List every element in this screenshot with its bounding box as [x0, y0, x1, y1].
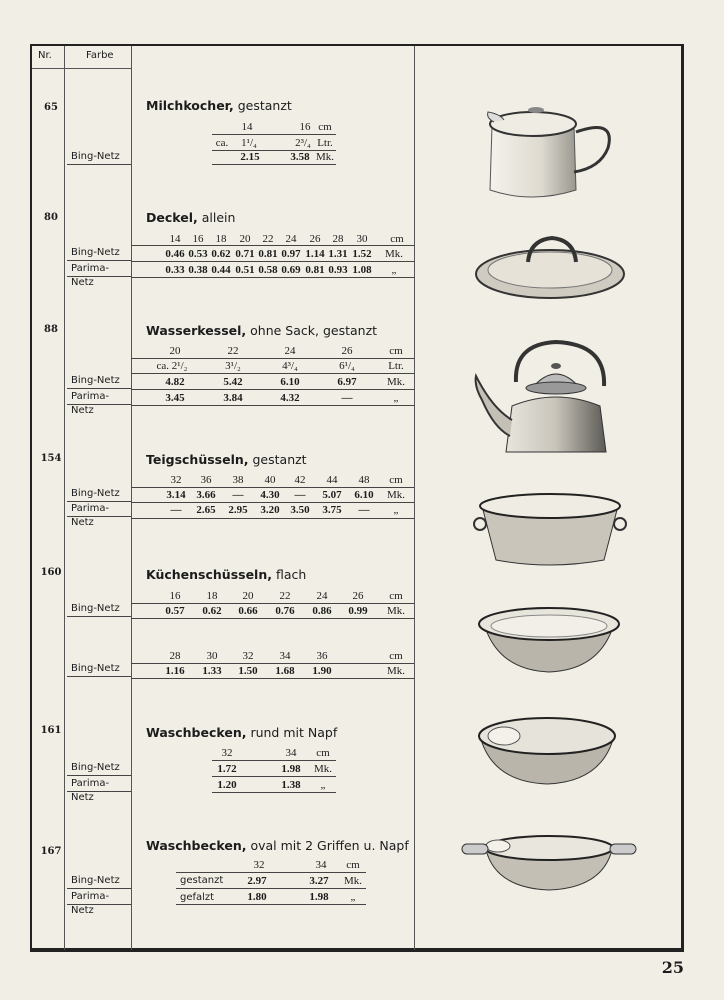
table-rule: [212, 792, 336, 793]
table-rule: [131, 405, 414, 406]
size-cell: 24: [284, 345, 296, 357]
size-cell: 16: [192, 233, 204, 245]
item-number: 88: [44, 324, 58, 335]
size-cell: 22: [279, 590, 291, 602]
farbe-label: Parima-Netz: [67, 502, 131, 517]
volume-cell: 1¹/₄: [241, 137, 257, 149]
size-cell: 20: [239, 233, 251, 245]
size-cell: 22: [262, 233, 274, 245]
unit-cell: Mk.: [315, 151, 335, 163]
price-cell: 3.75: [322, 504, 342, 516]
washbasin-oval-illustration: [460, 828, 638, 894]
unit-cell: Mk.: [343, 875, 363, 887]
price-cell: 1.72: [217, 763, 237, 775]
price-cell: 3.84: [223, 392, 243, 404]
size-cell: 20: [169, 345, 181, 357]
size-cell: 30: [356, 233, 368, 245]
price-cell: 0.44: [211, 264, 231, 276]
volume-cell: 4³/₄: [282, 360, 298, 372]
price-cell: —: [232, 489, 244, 501]
price-cell: 1.68: [275, 665, 295, 677]
page-number: 25: [661, 958, 684, 977]
price-cell: 1.33: [202, 665, 222, 677]
table-rule: [176, 888, 366, 889]
price-cell: 2.95: [228, 504, 248, 516]
milk-pot-illustration: [480, 100, 620, 210]
price-cell: 0.71: [235, 248, 255, 260]
item-number: 160: [40, 567, 62, 578]
table-rule: [131, 618, 414, 619]
farbe-label: Parima-Netz: [67, 262, 131, 277]
volume-label: ca.: [215, 137, 229, 149]
price-cell: 0.53: [188, 248, 208, 260]
volume-cell: 3¹/₂: [225, 360, 241, 372]
size-cell: 32: [253, 859, 265, 871]
unit-cell: Mk.: [386, 605, 406, 617]
size-cell: 18: [206, 590, 218, 602]
price-cell: 3.45: [165, 392, 185, 404]
price-cell: 3.58: [290, 151, 310, 163]
column-rule-nr: [64, 46, 65, 950]
product-title: Teigschüsseln, gestanzt: [146, 452, 307, 467]
size-cell: 30: [206, 650, 218, 662]
table-rule: [212, 164, 336, 165]
product-title: Waschbecken, oval mit 2 Griffen u. Napf: [146, 838, 409, 853]
size-cell: 38: [232, 474, 244, 486]
unit-cell: „: [320, 779, 326, 791]
price-cell: 1.20: [217, 779, 237, 791]
table-rule: [131, 245, 414, 246]
price-cell: 4.30: [260, 489, 280, 501]
product-title: Deckel, allein: [146, 210, 236, 225]
price-cell: 2.97: [247, 875, 267, 887]
price-cell: 0.97: [281, 248, 301, 260]
size-cell: 22: [227, 345, 239, 357]
unit-cell: cm: [389, 474, 403, 486]
size-cell: 32: [170, 474, 182, 486]
item-number: 154: [40, 453, 62, 464]
size-cell: 14: [169, 233, 181, 245]
price-cell: —: [170, 504, 182, 516]
unit-cell: Ltr.: [388, 360, 404, 372]
price-cell: 0.38: [188, 264, 208, 276]
price-cell: 0.57: [165, 605, 185, 617]
dough-bowl-illustration: [470, 490, 630, 568]
farbe-label: Bing-Netz: [67, 150, 131, 165]
price-cell: 0.58: [258, 264, 278, 276]
volume-cell: 6¹/₄: [339, 360, 355, 372]
header-farbe: Farbe: [86, 50, 114, 61]
farbe-label: Bing-Netz: [67, 874, 131, 889]
price-cell: 5.07: [322, 489, 342, 501]
size-cell: 34: [285, 747, 297, 759]
product-title: Küchenschüsseln, flach: [146, 567, 307, 582]
size-cell: 18: [215, 233, 227, 245]
price-cell: 0.62: [202, 605, 222, 617]
price-cell: 0.69: [281, 264, 301, 276]
lid-illustration: [474, 234, 626, 302]
size-cell: 26: [352, 590, 364, 602]
item-number: 167: [40, 846, 62, 857]
size-cell: 32: [242, 650, 254, 662]
size-cell: 14: [241, 121, 253, 133]
size-cell: 20: [242, 590, 254, 602]
size-cell: 24: [285, 233, 297, 245]
size-cell: 40: [264, 474, 276, 486]
price-cell: 4.82: [165, 376, 185, 388]
kettle-illustration: [472, 336, 612, 458]
unit-cell: „: [393, 504, 399, 516]
unit-cell: cm: [318, 121, 332, 133]
item-number: 80: [44, 212, 58, 223]
price-cell: 3.20: [260, 504, 280, 516]
item-number: 65: [44, 102, 58, 113]
price-cell: 1.50: [238, 665, 258, 677]
table-rule: [212, 760, 336, 761]
farbe-label: Bing-Netz: [67, 246, 131, 261]
price-cell: 5.42: [223, 376, 243, 388]
price-cell: 3.66: [196, 489, 216, 501]
price-cell: 1.52: [352, 248, 372, 260]
column-rule-farbe: [131, 46, 132, 950]
unit-cell: cm: [346, 859, 360, 871]
price-cell: 3.14: [166, 489, 186, 501]
size-cell: 28: [169, 650, 181, 662]
price-cell: 0.51: [235, 264, 255, 276]
price-cell: 0.33: [165, 264, 185, 276]
unit-cell: Mk.: [386, 489, 406, 501]
table-rule: [131, 373, 414, 374]
header-rule: [32, 68, 131, 69]
size-cell: 28: [332, 233, 344, 245]
unit-cell: cm: [389, 345, 403, 357]
unit-cell: cm: [316, 747, 330, 759]
price-cell: 2.65: [196, 504, 216, 516]
size-cell: 36: [316, 650, 328, 662]
price-cell: 6.10: [354, 489, 374, 501]
header-nr: Nr.: [38, 50, 52, 61]
price-cell: 3.50: [290, 504, 310, 516]
unit-cell: Mk.: [386, 665, 406, 677]
unit-cell: Mk.: [313, 763, 333, 775]
price-cell: 3.27: [309, 875, 329, 887]
table-rule: [131, 518, 414, 519]
size-cell: 32: [221, 747, 233, 759]
variant-label: gestanzt: [180, 875, 224, 886]
unit-cell: Ltr.: [317, 137, 333, 149]
volume-cell: ca. 2¹/₂: [156, 360, 188, 372]
price-cell: 0.86: [312, 605, 332, 617]
price-cell: 1.98: [309, 891, 329, 903]
unit-cell: „: [391, 264, 397, 276]
product-title: Wasserkessel, ohne Sack, gestanzt: [146, 323, 378, 338]
item-number: 161: [40, 725, 62, 736]
table-rule: [131, 678, 414, 679]
unit-cell: „: [393, 392, 399, 404]
price-cell: 6.10: [280, 376, 300, 388]
price-cell: 1.31: [328, 248, 348, 260]
farbe-label: Parima-Netz: [67, 890, 131, 905]
column-rule-images: [414, 46, 415, 950]
unit-cell: „: [350, 891, 356, 903]
unit-cell: cm: [390, 233, 404, 245]
size-cell: 16: [299, 121, 311, 133]
price-cell: 4.32: [280, 392, 300, 404]
table-rule: [131, 261, 414, 262]
price-cell: 0.93: [328, 264, 348, 276]
size-cell: 44: [326, 474, 338, 486]
washbasin-round-illustration: [474, 712, 620, 788]
size-cell: 42: [294, 474, 306, 486]
table-rule: [176, 872, 366, 873]
price-cell: 0.81: [258, 248, 278, 260]
product-title: Waschbecken, rund mit Napf: [146, 725, 338, 740]
table-rule: [131, 389, 414, 390]
price-cell: 1.90: [312, 665, 332, 677]
farbe-label: Bing-Netz: [67, 761, 131, 776]
kitchen-bowl-illustration: [476, 604, 622, 676]
price-cell: 6.97: [337, 376, 357, 388]
price-cell: —: [341, 392, 353, 404]
volume-cell: 2³/₄: [295, 137, 311, 149]
farbe-label: Parima-Netz: [67, 390, 131, 405]
size-cell: 34: [279, 650, 291, 662]
price-cell: 1.38: [281, 779, 301, 791]
table-rule: [212, 134, 336, 135]
size-cell: 26: [309, 233, 321, 245]
price-cell: 1.80: [247, 891, 267, 903]
unit-cell: Mk.: [384, 248, 404, 260]
price-cell: 1.14: [305, 248, 325, 260]
unit-cell: Mk.: [386, 376, 406, 388]
farbe-label: Bing-Netz: [67, 487, 131, 502]
price-cell: 1.98: [281, 763, 301, 775]
price-cell: 0.62: [211, 248, 231, 260]
table-rule: [212, 776, 336, 777]
price-cell: —: [294, 489, 306, 501]
product-title: Milchkocher, gestanzt: [146, 98, 292, 113]
price-cell: 1.08: [352, 264, 372, 276]
unit-cell: cm: [389, 650, 403, 662]
price-cell: 1.16: [165, 665, 185, 677]
size-cell: 16: [169, 590, 181, 602]
price-cell: 0.66: [238, 605, 258, 617]
price-cell: 0.76: [275, 605, 295, 617]
price-cell: 0.46: [165, 248, 185, 260]
table-rule: [131, 277, 414, 278]
size-cell: 34: [315, 859, 327, 871]
price-cell: —: [358, 504, 370, 516]
farbe-label: Bing-Netz: [67, 602, 131, 617]
farbe-label: Bing-Netz: [67, 662, 131, 677]
price-cell: 0.99: [348, 605, 368, 617]
size-cell: 24: [316, 590, 328, 602]
table-rule: [176, 904, 366, 905]
size-cell: 36: [200, 474, 212, 486]
farbe-label: Bing-Netz: [67, 374, 131, 389]
size-cell: 26: [341, 345, 353, 357]
farbe-label: Parima-Netz: [67, 777, 131, 792]
unit-cell: cm: [389, 590, 403, 602]
size-cell: 48: [358, 474, 370, 486]
price-cell: 0.81: [305, 264, 325, 276]
variant-label: gefalzt: [180, 892, 215, 903]
price-cell: 2.15: [240, 151, 260, 163]
